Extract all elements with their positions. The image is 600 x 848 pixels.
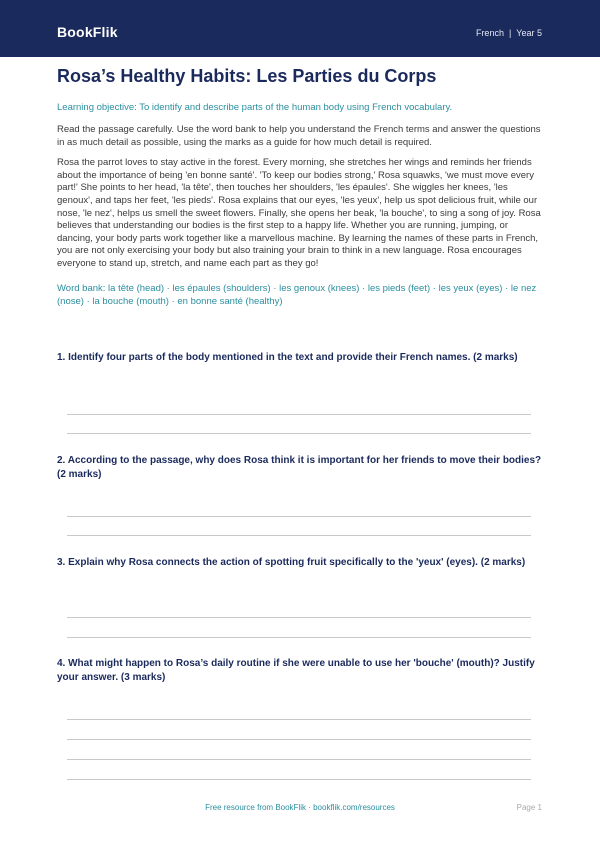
answer-line[interactable] [67,516,531,517]
subject-year-label [476,26,542,40]
brand-logo-text[interactable]: BookFlik [57,24,118,40]
page-number: Page 1 [516,803,542,812]
word-bank: Word bank: la tête (head) · les épaules (shoulders) · les genoux (knees) · les pieds (feet) · les yeux (eyes) · le nez (nose) · la bouche (mouth) · en bonne santé (healthy) [57,282,537,307]
reading-passage: Rosa the parrot loves to stay active in the forest. Every morning, she stretches her wings and reminds her friends about the importance of being 'en bonne santé'. 'To keep our bodies strong,' Rosa squawks, 'we must move every part!' She points to her head, 'la tête', then touches her shoulders, 'les épaules'. She wiggles her knees, 'les genoux', and taps her feet, 'les pieds'. Rosa explains that our eyes, 'les yeux', help us spot delicious fruit, while our nose, 'le nez', helps us smell the sweet flowers. Finally, she opens her beak, 'la bouche', to sing a song of joy. Rosa believes that understanding our bodies is the first step to a happy life. Whether you are running, jumping, or dancing, your body parts work together like a marvellous machine. By learning the names of these parts in French, you are not only exercising your body but also training your brain to think in a new language. Rosa encourages everyone to stand up, stretch, and name each part as they go! [57,157,541,269]
subject-label: French [475,28,504,38]
answer-line[interactable] [67,617,531,618]
worksheet-title: Rosa’s Healthy Habits: Les Parties du Corps [57,66,437,86]
answer-line[interactable] [67,433,531,434]
answer-line[interactable] [67,535,531,536]
instructions-paragraph: Read the passage carefully. Use the word bank to help you understand the French terms and answer the questions in as much detail as possible, using the marks as a guide for how much detail is required. [57,124,541,148]
worksheet-intro [57,64,544,308]
answer-line[interactable] [67,414,531,415]
learning-objective: Learning objective: To identify and describe parts of the human body using French vocabulary. [57,102,453,113]
question-4: 4. What might happen to Rosa’s daily routine if she were unable to use her 'bouche' (mouth)? Justify your answer. (3 marks) [57,658,535,683]
answer-line[interactable] [67,739,531,740]
year-label: Year 5 [516,28,542,38]
answer-line[interactable] [67,719,531,720]
question-1: 1. Identify four parts of the body mentioned in the text and provide their French names. (2 marks) [57,352,518,363]
question-2: 2. According to the passage, why does Rosa think it is important for her friends to move their bodies? (2 marks) [57,455,542,480]
footer-credit[interactable]: Free resource from BookFlik · bookflik.com/resources [205,803,395,812]
answer-line[interactable] [67,637,531,638]
subject-separator: | [508,28,512,38]
answer-line[interactable] [67,759,531,760]
header-bar [0,0,600,57]
question-3: 3. Explain why Rosa connects the action of spotting fruit specifically to the 'yeux' (eyes). (2 marks) [57,557,526,568]
answer-line[interactable] [67,779,531,780]
